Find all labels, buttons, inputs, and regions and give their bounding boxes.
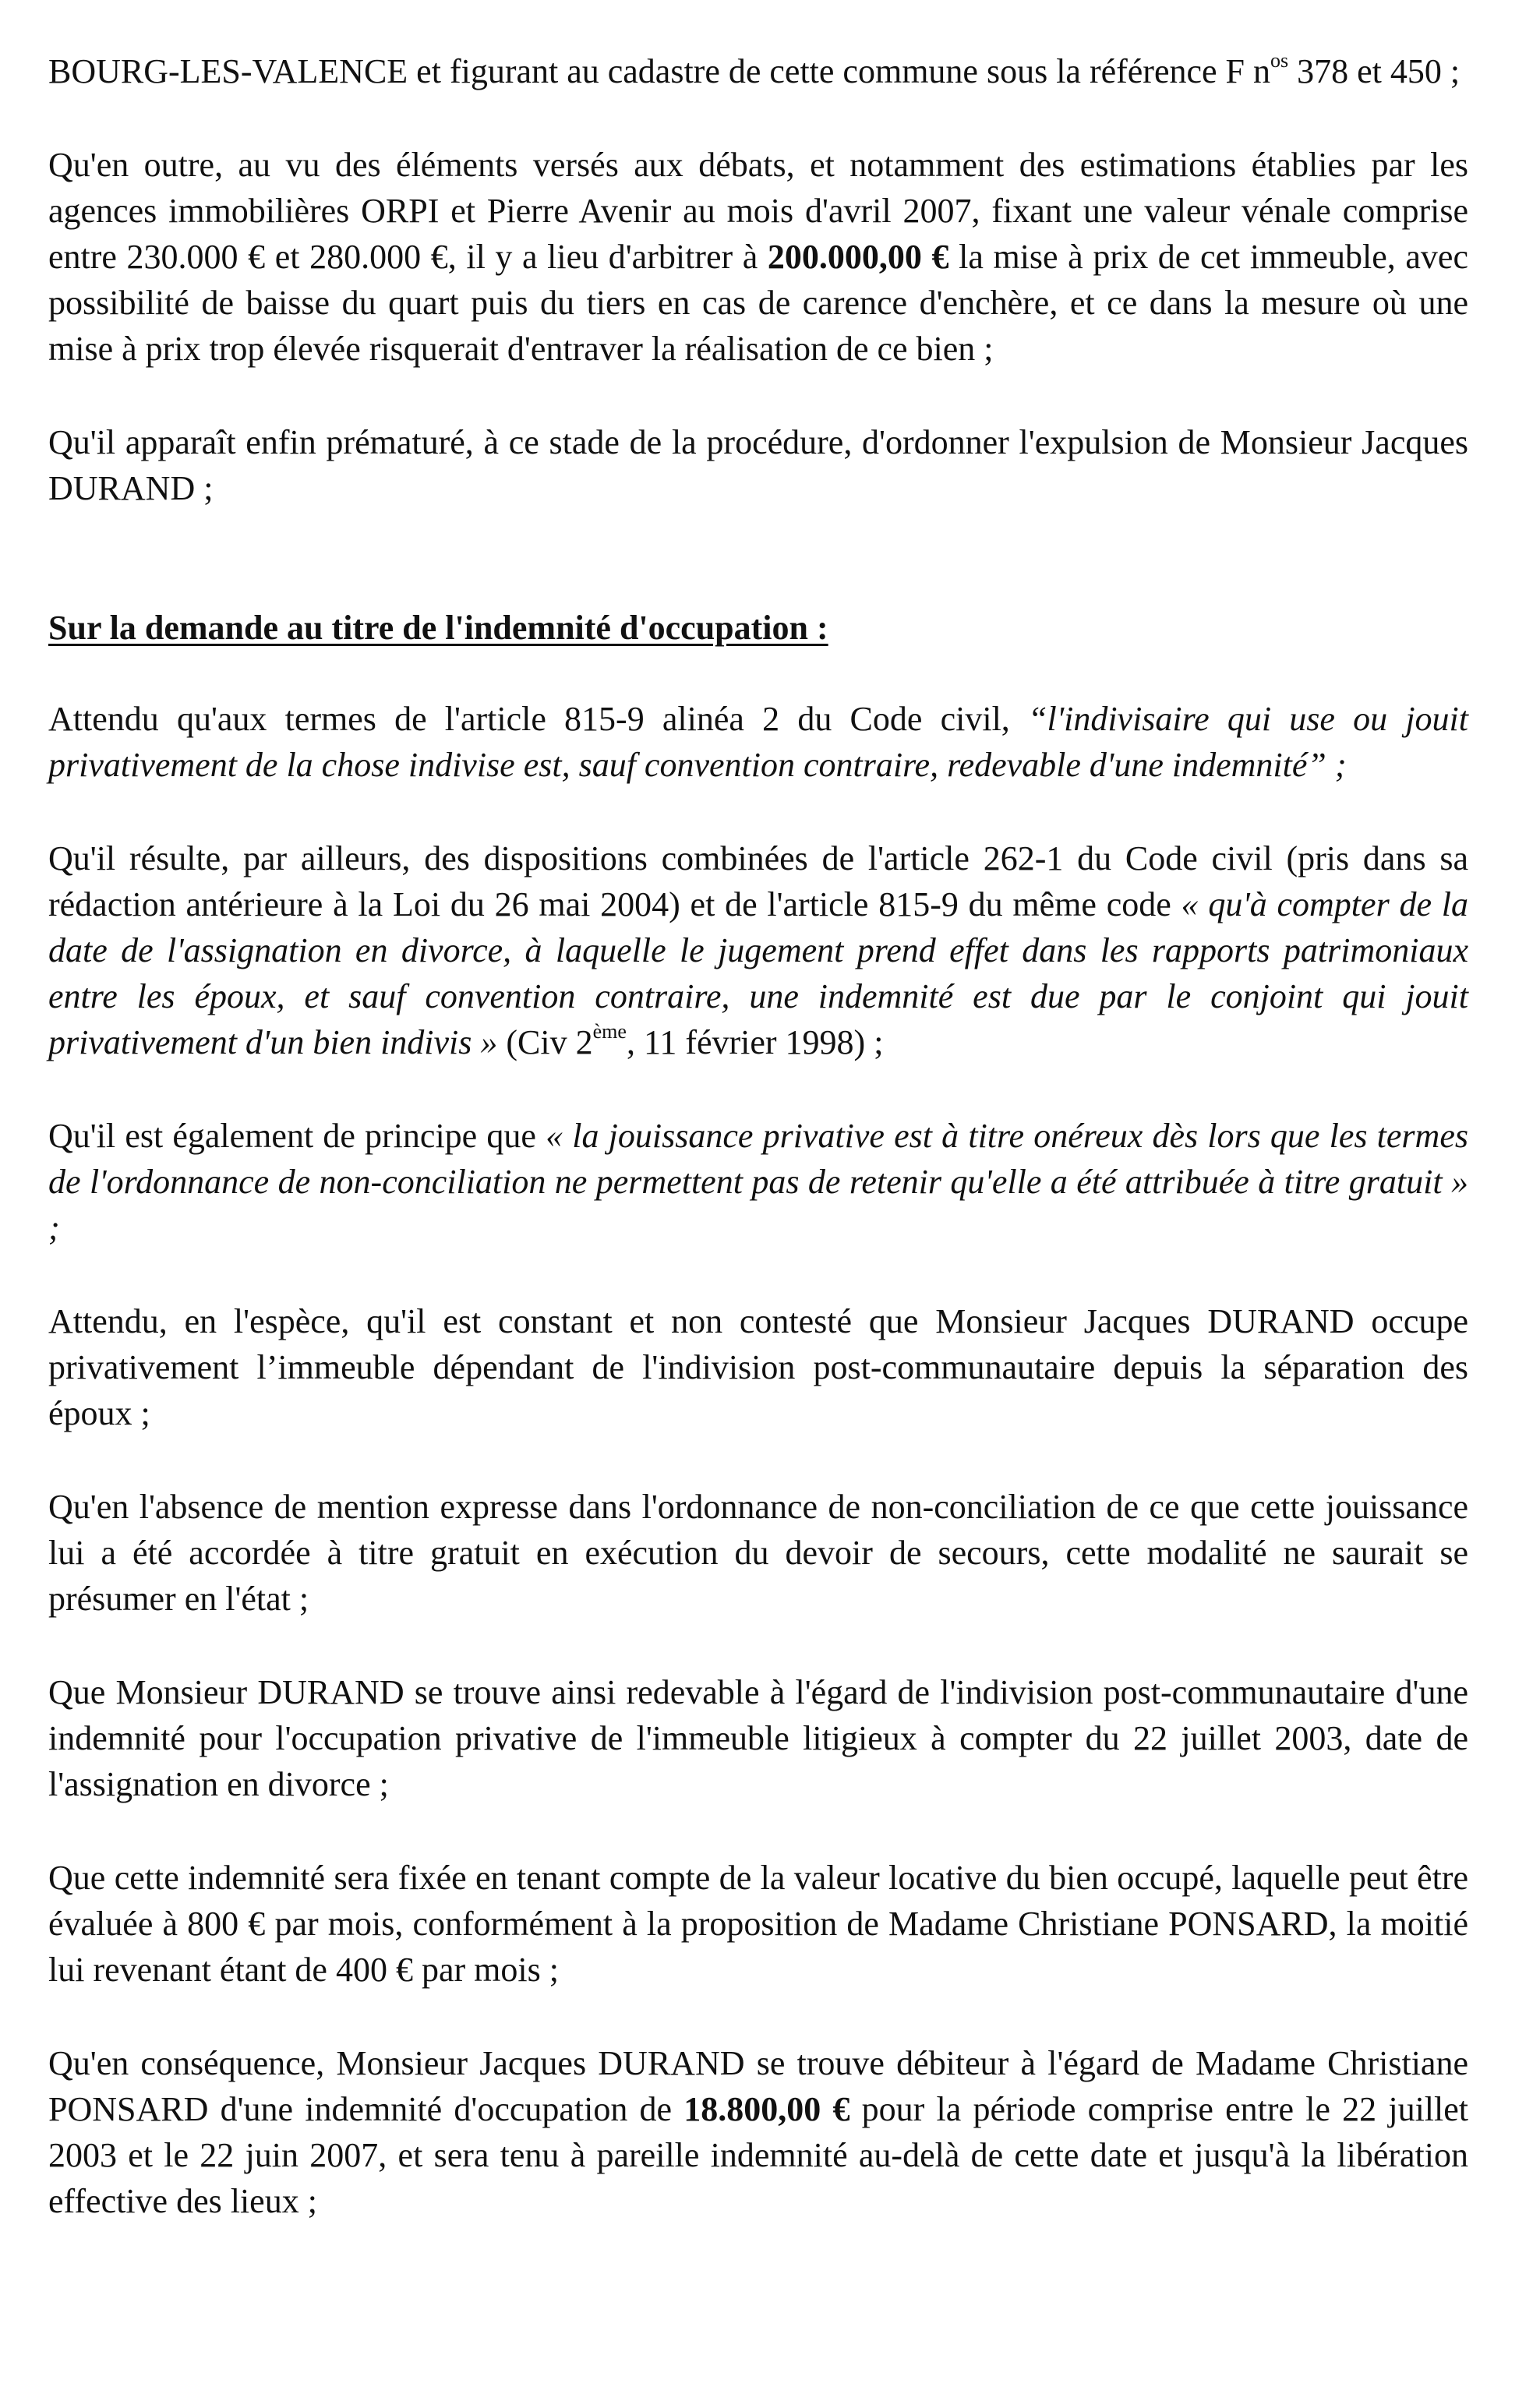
superscript: ème	[592, 1020, 627, 1043]
paragraph-consequence	[48, 2040, 1468, 2224]
paragraph-text-end: 378 et 450 ;	[1288, 52, 1461, 90]
superscript: os	[1270, 49, 1289, 72]
paragraph-article-815-9	[48, 696, 1468, 788]
legal-quote: « qu'à compter de la date de l'assignation en divorce, à laquelle le jugement prend effet dans les rapports patrimoniaux entre les époux, et sauf convention contraire, une indemnité est due par le conjoint qui jouit privativement d'un bien indivis »	[48, 885, 1468, 1061]
document-page	[48, 48, 1468, 2272]
legal-quote: « la jouissance privative est à titre onéreux dès lors que les termes de l'ordonnance de non-conciliation ne permettent pas de retenir qu'elle a été attribuée à titre gratuit » ;	[48, 1117, 1468, 1247]
paragraph-text: Attendu qu'aux termes de l'article 815-9 alinéa 2 du Code civil,	[48, 700, 1028, 738]
paragraph-text-end: pour la période comprise entre le 22 juillet 2003 et le 22 juin 2007, et sera tenu à pareille indemnité au-delà de cette date et jusqu'à la libération effective des lieux ;	[48, 2090, 1469, 2220]
paragraph-mise-a-prix	[48, 142, 1468, 372]
paragraph-text: BOURG-LES-VALENCE et figurant au cadastre de cette commune sous la référence F n	[48, 52, 1271, 90]
paragraph-redevable: Que Monsieur DURAND se trouve ainsi redevable à l'égard de l'indivision post-communautaire d'une indemnité pour l'occupation privative de l'immeuble litigieux à compter du 22 juillet 2003, date de l'assignation en divorce ;	[48, 1673, 1468, 1803]
amount-mise-a-prix: 200.000,00 €	[767, 238, 949, 276]
section-heading: Sur la demande au titre de l'indemnité d'occupation :	[48, 609, 828, 647]
paragraph-text: Qu'il résulte, par ailleurs, des dispositions combinées de l'article 262-1 du Code civil (pris dans sa rédaction antérieure à la Loi du 26 mai 2004) et de l'article 815-9 du même code	[48, 839, 1468, 923]
paragraph-text: Qu'en outre, au vu des éléments versés aux débats, et notamment des estimations établies par les agences immobilières ORPI et Pierre Avenir au mois d'avril 2007, fixant une valeur vénale comprise entre 230.000 € et 280.000 €, il y a lieu d'arbitrer à	[48, 146, 1468, 276]
paragraph-cadastre	[48, 48, 1468, 94]
paragraph-expulsion: Qu'il apparaît enfin prématuré, à ce stade de la procédure, d'ordonner l'expulsion de Monsieur Jacques DURAND ;	[48, 423, 1468, 507]
legal-quote: “l'indivisaire qui use ou jouit privativement de la chose indivise est, sauf convention contraire, redevable d'une indemnité” ;	[48, 700, 1469, 784]
paragraph-principe	[48, 1113, 1468, 1251]
paragraph-text-end: la mise à prix de cet immeuble, avec possibilité de baisse du quart puis du tiers en cas de carence d'enchère, et ce dans la mesure où une mise à prix trop élevée risquerait d'entraver la réalisation de ce bien ;	[48, 238, 1468, 368]
paragraph-text: Qu'en conséquence, Monsieur Jacques DURAND se trouve débiteur à l'égard de Madame Christiane PONSARD d'une indemnité d'occupation de	[48, 2044, 1468, 2128]
citation-text-end: , 11 février 1998) ;	[626, 1023, 884, 1061]
paragraph-absence-mention: Qu'en l'absence de mention expresse dans l'ordonnance de non-conciliation de ce que cette jouissance lui a été accordée à titre gratuit en exécution du devoir de secours, cette modalité ne saurait se présumer en l'état ;	[48, 1488, 1468, 1618]
paragraph-occupation: Attendu, en l'espèce, qu'il est constant et non contesté que Monsieur Jacques DURAND occupe privativement l’immeuble dépendant de l'indivision post-communautaire depuis la séparation des époux ;	[48, 1302, 1468, 1432]
amount-indemnite: 18.800,00 €	[683, 2090, 850, 2128]
citation-text: (Civ 2	[497, 1023, 593, 1061]
paragraph-text: Qu'il est également de principe que	[48, 1117, 546, 1155]
paragraph-article-262-1	[48, 835, 1468, 1065]
paragraph-valeur-locative: Que cette indemnité sera fixée en tenant compte de la valeur locative du bien occupé, laquelle peut être évaluée à 800 € par mois, conformément à la proposition de Madame Christiane PONSARD, la moitié lui revenant étant de 400 € par mois ;	[48, 1859, 1468, 1989]
